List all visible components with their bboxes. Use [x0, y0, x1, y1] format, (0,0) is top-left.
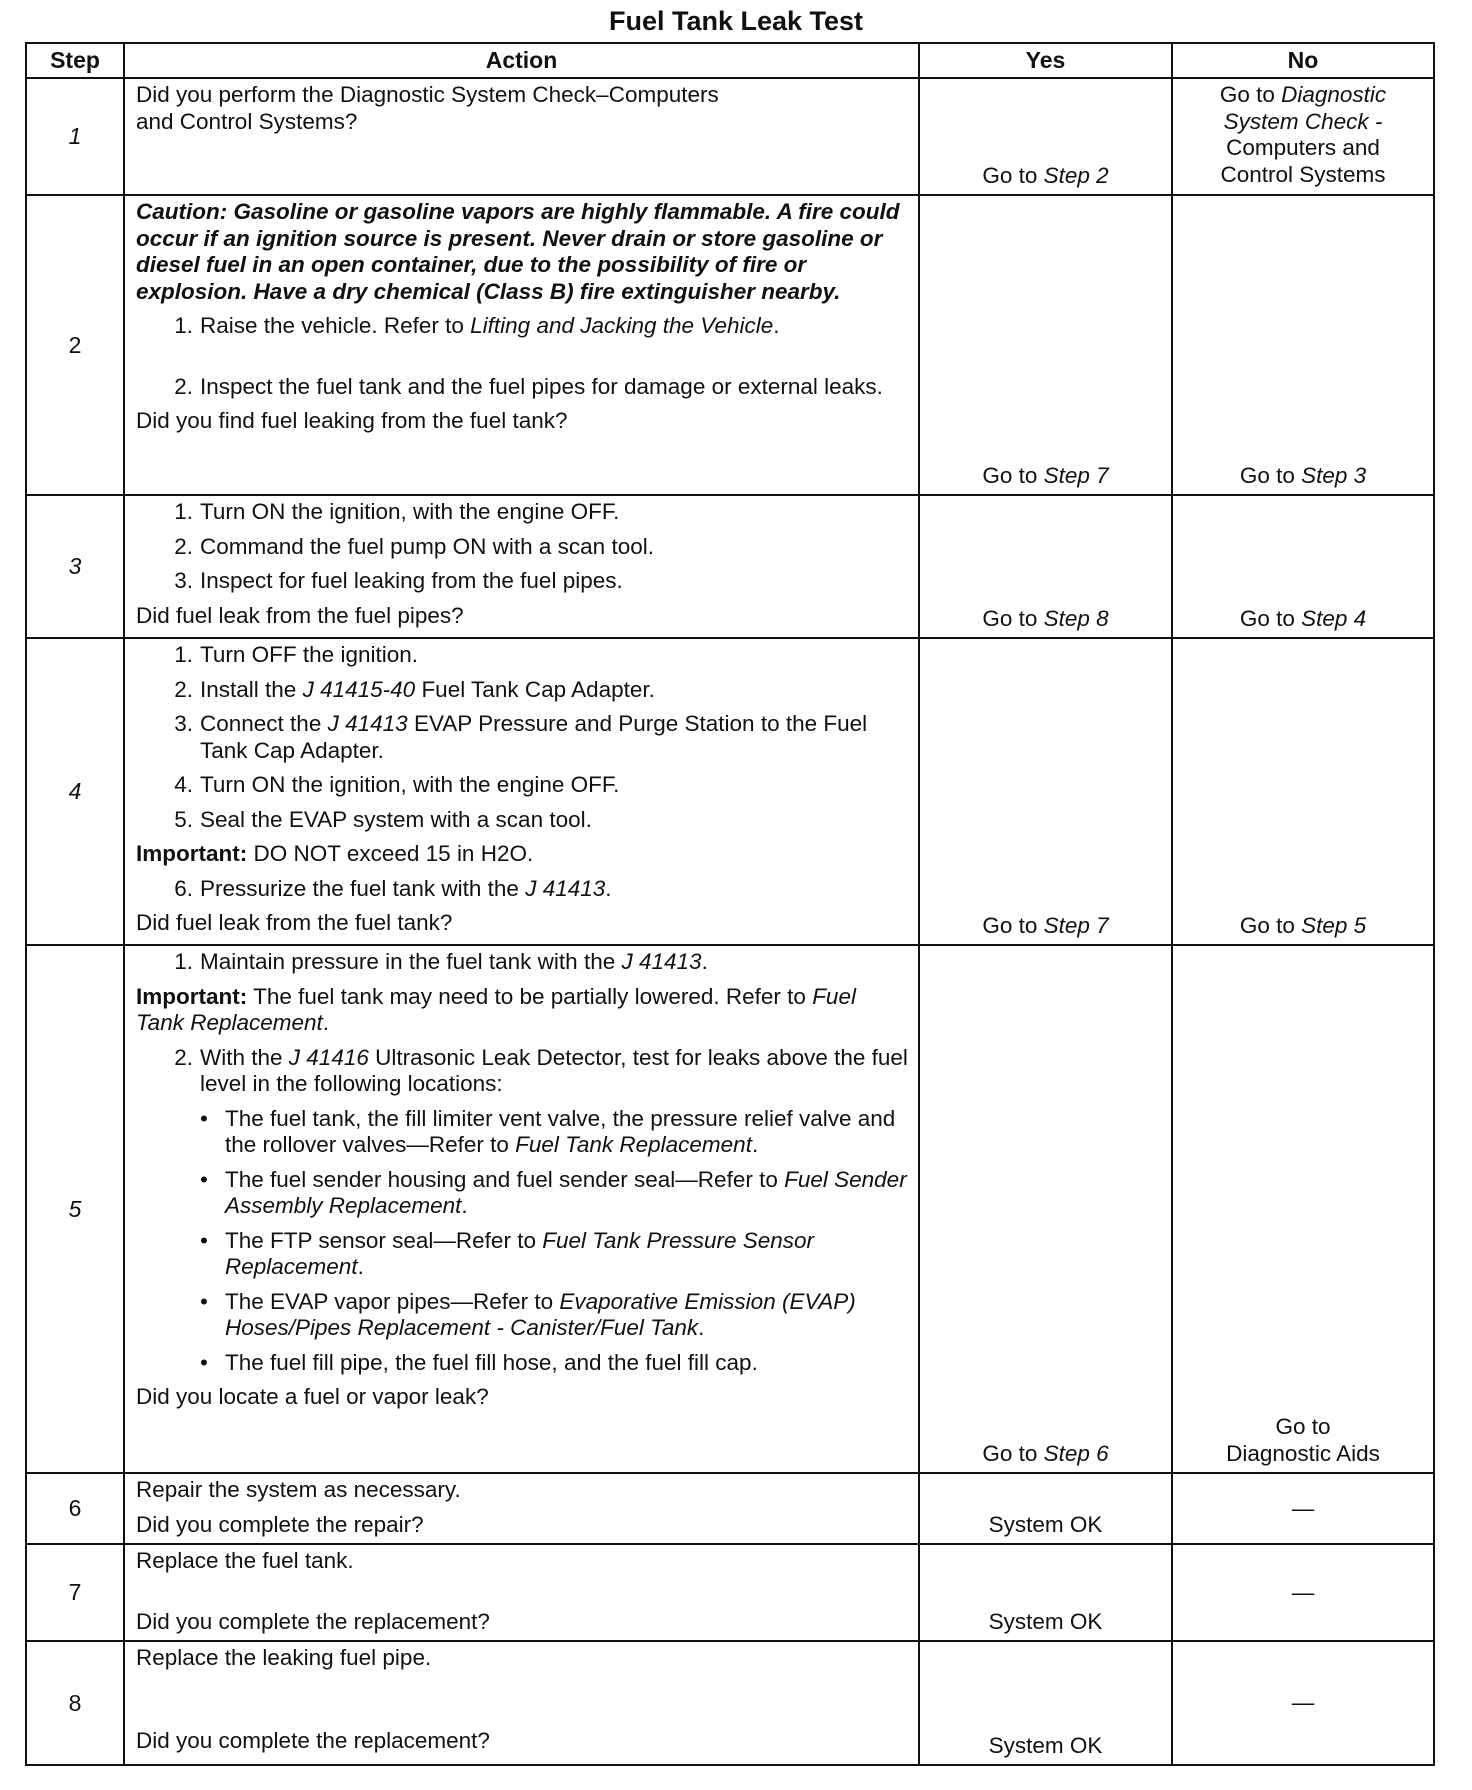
tool-reference: J 41413 [621, 949, 702, 974]
reference-link[interactable]: Fuel Tank Replacement [515, 1132, 752, 1157]
reference-link[interactable]: Lifting and Jacking the Vehicle [470, 313, 774, 338]
no-reference-link[interactable]: Diagnostic System Check - [1223, 82, 1387, 134]
no-result: — [1291, 1689, 1315, 1715]
question-text: Did fuel leak from the fuel tank? [136, 910, 453, 935]
item-text: EVAP Pressure and Purge Station to the Fuel Tank Cap Adapter. [200, 711, 868, 763]
bullet: • [200, 1349, 208, 1375]
no-cell [1172, 1473, 1434, 1544]
table-row [26, 495, 1434, 638]
item-text: Connect the [200, 711, 322, 736]
yes-prefix: Go to [982, 1440, 1038, 1466]
item-number: 1. [174, 499, 193, 524]
reference-link[interactable]: Fuel Sender Assembly Replacement [225, 1166, 907, 1218]
important-label: Important: [136, 841, 248, 866]
item-number: 1. [174, 642, 193, 667]
action-cell [124, 638, 919, 945]
item-number: 5. [174, 806, 193, 832]
punctuation: . [357, 1254, 364, 1279]
yes-step-link[interactable]: Step 7 [1043, 462, 1109, 488]
action-text: and Control Systems? [136, 108, 358, 134]
item-text: With the [200, 1044, 283, 1070]
punctuation: . [773, 313, 780, 338]
item-text: Raise the vehicle. Refer to [200, 313, 464, 338]
no-result: — [1291, 1579, 1315, 1605]
action-cell [124, 495, 919, 638]
question-text: Did you complete the replacement? [136, 1727, 490, 1753]
question-text: Did you complete the replacement? [136, 1608, 490, 1634]
item-number: 6. [174, 875, 193, 901]
bullet: • [200, 1288, 208, 1314]
item-text: Command the fuel pump ON with a scan tool. [200, 533, 654, 559]
punctuation: . [605, 875, 612, 901]
step-number: 4 [26, 638, 124, 945]
step-number: 6 [26, 1473, 124, 1544]
question-text: Did fuel leak from the fuel pipes? [136, 602, 464, 628]
item-number: 1. [174, 949, 193, 974]
table-row [26, 78, 1434, 195]
action-text: Repair the system as necessary. [136, 1477, 461, 1502]
item-text: Fuel Tank Cap Adapter. [421, 676, 655, 702]
yes-cell [919, 1641, 1172, 1765]
yes-step-link[interactable]: Step 2 [1043, 162, 1109, 188]
bullet-text: The EVAP vapor pipes—Refer to [225, 1288, 554, 1314]
header-no: No [1172, 43, 1434, 78]
page-title: Fuel Tank Leak Test [608, 6, 864, 36]
important-text: The fuel tank may need to be partially lowered. Refer to [253, 983, 806, 1009]
header-step: Step [26, 43, 124, 78]
action-cell [124, 1544, 919, 1641]
header-action: Action [124, 43, 919, 78]
no-cell [1172, 1641, 1434, 1765]
no-cell [1172, 495, 1434, 638]
no-step-link[interactable]: Step 5 [1301, 912, 1367, 938]
item-number: 1. [174, 313, 193, 338]
reference-link[interactable]: Fuel Tank Pressure Sensor Replacement [225, 1227, 815, 1279]
item-text: Inspect for fuel leaking from the fuel pipes. [200, 568, 623, 593]
action-cell [124, 1641, 919, 1765]
action-text: Replace the leaking fuel pipe. [136, 1645, 432, 1670]
no-prefix: Go to [1275, 1414, 1331, 1439]
punctuation: . [698, 1315, 705, 1340]
item-number: 2. [174, 533, 193, 559]
yes-step-link[interactable]: Step 7 [1043, 912, 1109, 938]
table-row [26, 1641, 1434, 1765]
bullet: • [200, 1227, 208, 1253]
yes-prefix: Go to [982, 605, 1038, 631]
item-number: 2. [174, 676, 193, 702]
reference-link[interactable]: Evaporative Emission (EVAP) Hoses/Pipes Replacement - Canister/Fuel Tank [225, 1288, 856, 1340]
yes-cell [919, 638, 1172, 945]
step-number: 2 [26, 195, 124, 495]
yes-result: System OK [988, 1732, 1103, 1758]
item-text: Ultrasonic Leak Detector, test for leaks above the fuel level in the following locations: [200, 1044, 908, 1096]
no-prefix: Go to [1219, 82, 1275, 107]
reference-link[interactable]: Fuel Tank Replacement [136, 983, 856, 1035]
bullet-text: The fuel sender housing and fuel sender seal—Refer to [225, 1166, 778, 1192]
punctuation: . [751, 1132, 759, 1157]
action-cell [124, 78, 919, 195]
no-prefix: Go to [1239, 605, 1295, 631]
punctuation: . [322, 1010, 330, 1035]
action-cell [124, 945, 919, 1473]
no-reference-rest: Computers and Control Systems [1220, 135, 1386, 187]
important-text: DO NOT exceed 15 in H2O. [253, 841, 534, 866]
yes-prefix: Go to [982, 162, 1038, 188]
no-cell [1172, 945, 1434, 1473]
action-cell [124, 195, 919, 495]
spacer [136, 1672, 908, 1720]
no-prefix: Go to [1239, 912, 1295, 938]
yes-result: System OK [988, 1511, 1103, 1537]
tool-reference: J 41415-40 [302, 676, 416, 702]
punctuation: . [461, 1193, 468, 1218]
item-number: 2. [174, 1044, 193, 1070]
important-note [136, 984, 908, 1037]
yes-prefix: Go to [982, 912, 1038, 938]
item-text: Maintain pressure in the fuel tank with the [200, 949, 616, 974]
item-text: Turn ON the ignition, with the engine OFF. [200, 499, 620, 524]
header-row [26, 43, 1434, 78]
item-text: Turn OFF the ignition. [200, 642, 419, 667]
punctuation: . [701, 949, 708, 974]
yes-prefix: Go to [982, 462, 1038, 488]
yes-cell [919, 195, 1172, 495]
action-cell [124, 1473, 919, 1544]
item-text: Pressurize the fuel tank with the [200, 875, 519, 901]
no-step-link[interactable]: Step 4 [1301, 605, 1367, 631]
step-number: 8 [26, 1641, 124, 1765]
step-number: 7 [26, 1544, 124, 1641]
tool-reference: J 41416 [288, 1044, 369, 1070]
no-step-link[interactable]: Step 3 [1301, 462, 1367, 488]
bullet: • [200, 1105, 208, 1131]
table-row [26, 638, 1434, 945]
bullet-text: The FTP sensor seal—Refer to [225, 1227, 536, 1253]
no-cell [1172, 78, 1434, 195]
tool-reference: J 41413 [327, 711, 408, 736]
item-number: 2. [174, 373, 193, 399]
table-row [26, 1544, 1434, 1641]
action-text: Replace the fuel tank. [136, 1548, 354, 1573]
action-text: Did you perform the Diagnostic System Check–Computers [136, 82, 719, 107]
step-number: 1 [26, 78, 124, 195]
no-prefix: Go to [1239, 462, 1295, 488]
item-text: Turn ON the ignition, with the engine OFF. [200, 772, 620, 797]
caution-text: Caution: Gasoline or gasoline vapors are highly flammable. A fire could occur if an ignition source is present. Never drain or store gasoline or diesel fuel in an open container, due to the possibility of fire or explosion. Have a dry chemical (Class B) fire extinguisher nearby. [136, 199, 900, 304]
question-text: Did you complete the repair? [136, 1511, 424, 1537]
yes-cell [919, 1544, 1172, 1641]
item-number: 4. [174, 772, 193, 797]
header-yes: Yes [919, 43, 1172, 78]
table-row [26, 945, 1434, 1473]
table-row [26, 195, 1434, 495]
no-cell [1172, 638, 1434, 945]
fuel-tank-leak-test-table [25, 42, 1435, 1766]
yes-result: System OK [988, 1608, 1103, 1634]
item-text: Install the [200, 676, 297, 702]
yes-cell [919, 1473, 1172, 1544]
table-row [26, 1473, 1434, 1544]
tool-reference: J 41413 [525, 875, 606, 901]
bullet-text: The fuel tank, the fill limiter vent valve, the pressure relief valve and the rollover valves—Refer to [225, 1105, 896, 1157]
item-number: 3. [174, 568, 193, 593]
item-text: Inspect the fuel tank and the fuel pipes for damage or external leaks. [200, 373, 883, 399]
question-text: Did you find fuel leaking from the fuel tank? [136, 408, 568, 433]
item-number: 3. [174, 711, 193, 736]
question-text: Did you locate a fuel or vapor leak? [136, 1384, 489, 1409]
spacer [136, 1575, 908, 1601]
yes-cell [919, 78, 1172, 195]
spacer [136, 340, 908, 366]
step-number: 3 [26, 495, 124, 638]
yes-cell [919, 945, 1172, 1473]
important-label: Important: [136, 983, 248, 1009]
no-result: — [1291, 1495, 1315, 1521]
bullet: • [200, 1166, 208, 1192]
no-cell [1172, 1544, 1434, 1641]
bullet-text: The fuel fill pipe, the fuel fill hose, and the fuel fill cap. [225, 1349, 758, 1375]
yes-step-link[interactable]: Step 6 [1043, 1440, 1109, 1466]
yes-step-link[interactable]: Step 8 [1043, 605, 1109, 631]
important-note [136, 841, 908, 868]
step-number: 5 [26, 945, 124, 1473]
item-text: Seal the EVAP system with a scan tool. [200, 806, 592, 832]
no-reference-link[interactable]: Diagnostic Aids [1226, 1440, 1380, 1466]
yes-cell [919, 495, 1172, 638]
no-cell [1172, 195, 1434, 495]
